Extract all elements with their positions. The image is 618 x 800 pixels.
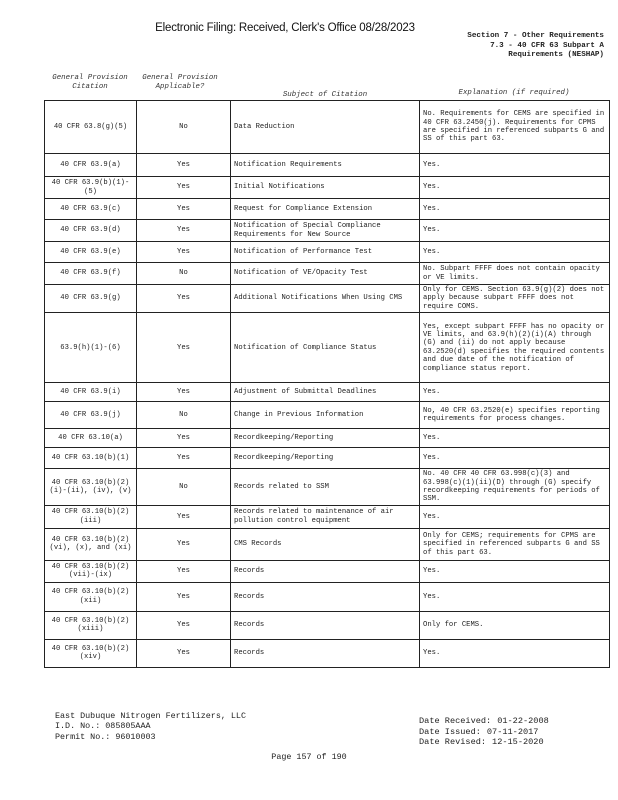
col-header-subject: Subject of Citation [282,91,368,99]
table-row [45,285,610,313]
cell-applicable: Yes [137,313,231,383]
cell-citation: 40 CFR 63.9(d) [45,220,137,242]
id-label: I.D. No.: [55,721,101,732]
col-header-citation: General Provision Citation [52,74,128,91]
filing-stamp: Electronic Filing: Received, Clerk's Office 08/28/2023 [155,22,415,34]
cell-explanation: Yes. [420,505,610,528]
table-row [45,582,610,611]
cell-citation: 63.9(h)(1)-(6) [45,313,137,383]
cell-subject: Notification of Special Compliance Requirements for New Source [231,220,420,242]
cell-citation: 40 CFR 63.9(a) [45,154,137,177]
column-headers [44,74,609,102]
cell-citation: 40 CFR 63.9(b)(1)-(5) [45,177,137,199]
cell-applicable: Yes [137,528,231,560]
date-issued-value: 07-11-2017 [486,726,539,737]
cell-applicable: Yes [137,199,231,220]
table-row [45,101,610,154]
cell-applicable: No [137,263,231,285]
table-row [45,220,610,242]
permit-label: Permit No.: [55,731,111,742]
cell-subject: Records related to maintenance of air pollution control equipment [231,505,420,528]
col-header-applicable: General Provision Applicable? [142,74,218,91]
cell-subject: Recordkeeping/Reporting [231,429,420,448]
cell-subject: Request for Compliance Extension [231,199,420,220]
table-row [45,639,610,667]
cell-applicable: Yes [137,448,231,469]
cell-citation: 40 CFR 63.10(b)(2)(xiv) [45,639,137,667]
cell-applicable: Yes [137,505,231,528]
cell-subject: Notification of Compliance Status [231,313,420,383]
cell-applicable: Yes [137,639,231,667]
cell-applicable: Yes [137,383,231,402]
table-row [45,448,610,469]
cell-explanation: No, 40 CFR 63.2520(e) specifies reporting requirements for process changes. [420,402,610,429]
table-row [45,611,610,639]
cell-applicable: Yes [137,611,231,639]
cell-applicable: Yes [137,582,231,611]
cell-applicable: Yes [137,560,231,582]
cell-applicable: Yes [137,242,231,263]
table-row [45,199,610,220]
cell-subject: Data Reduction [231,101,420,154]
footer-dates [419,716,549,748]
cell-explanation: Only for CEMS. Section 63.9(g)(2) does not apply because subpart FFFF does not require COMS. [420,285,610,313]
cell-explanation: Yes. [420,154,610,177]
date-received-value: 01-22-2008 [497,716,549,726]
cell-citation: 40 CFR 63.10(b)(1) [45,448,137,469]
cell-explanation: Yes. [420,383,610,402]
table-row [45,263,610,285]
footer-facility [55,711,246,742]
table-row [45,383,610,402]
cell-explanation: Yes. [420,448,610,469]
date-revised [419,737,549,748]
table-row [45,528,610,560]
citation-table-body [45,101,610,668]
cell-subject: Change in Previous Information [231,402,420,429]
cell-subject: Initial Notifications [231,177,420,199]
company-name: East Dubuque Nitrogen Fertilizers, LLC [55,711,246,721]
cell-subject: Records [231,639,420,667]
cell-explanation: Yes. [420,582,610,611]
col-header-explanation: Explanation (if required) [458,89,570,97]
table-row [45,402,610,429]
table-row [45,469,610,506]
cell-citation: 40 CFR 63.10(b)(2)(xii) [45,582,137,611]
cell-subject: Recordkeeping/Reporting [231,448,420,469]
cell-citation: 40 CFR 63.9(f) [45,263,137,285]
cell-citation: 40 CFR 63.10(a) [45,429,137,448]
id-number [55,721,246,731]
cell-applicable: Yes [137,177,231,199]
cell-subject: Records [231,582,420,611]
cell-citation: 40 CFR 63.9(g) [45,285,137,313]
table-row [45,505,610,528]
cell-applicable: No [137,469,231,506]
id-value: 085805AAA [105,721,151,732]
cell-subject: CMS Records [231,528,420,560]
cell-subject: Records related to SSM [231,469,420,506]
cell-explanation: Yes. [420,429,610,448]
cell-subject: Notification of VE/Opacity Test [231,263,420,285]
cell-citation: 40 CFR 63.10(b)(2)(iii) [45,505,137,528]
cell-explanation: Yes. [420,177,610,199]
table-row [45,154,610,177]
cell-subject: Notification Requirements [231,154,420,177]
cell-subject: Records [231,611,420,639]
cell-explanation: No. 40 CFR 40 CFR 63.998(c)(3) and 63.998(c)(1)(ii)(D) through (G) specify recordkeeping requirements for periods of SSM. [420,469,610,506]
cell-applicable: Yes [137,154,231,177]
cell-applicable: Yes [137,429,231,448]
section-heading [467,32,604,61]
cell-citation: 40 CFR 63.9(j) [45,402,137,429]
date-revised-value: 12-15-2020 [492,737,544,748]
date-received [419,716,549,727]
cell-explanation: Yes. [420,199,610,220]
cell-applicable: Yes [137,285,231,313]
cell-citation: 40 CFR 63.10(b)(2)(xiii) [45,611,137,639]
subsection-title: 7.3 - 40 CFR 63 Subpart A [490,41,604,50]
table-row [45,177,610,199]
cell-explanation: Yes. [420,242,610,263]
cell-subject: Adjustment of Submittal Deadlines [231,383,420,402]
cell-applicable: No [137,101,231,154]
cell-subject: Notification of Performance Test [231,242,420,263]
cell-applicable: Yes [137,220,231,242]
cell-citation: 40 CFR 63.10(b)(2)(i)-(ii), (iv), (v) [45,469,137,506]
page-number: Page 157 of 190 [271,752,347,762]
cell-explanation: Only for CEMS. [420,611,610,639]
cell-explanation: No. Requirements for CEMS are specified in 40 CFR 63.2450(j). Requirements for CPMS are specified in referenced subparts G and SS of this part 63. [420,101,610,154]
date-issued-label: Date Issued: [419,726,481,737]
permit-number [55,732,246,742]
section-title: Section 7 - Other Requirements [467,32,604,40]
cell-explanation: No. Subpart FFFF does not contain opacity or VE limits. [420,263,610,285]
permit-value: 96010003 [115,731,156,742]
cell-citation: 40 CFR 63.10(b)(2)(vii)-(ix) [45,560,137,582]
table-row [45,560,610,582]
cell-applicable: No [137,402,231,429]
table-row [45,313,610,383]
cell-subject: Additional Notifications When Using CMS [231,285,420,313]
cell-explanation: Yes. [420,560,610,582]
table-row [45,242,610,263]
cell-citation: 40 CFR 63.9(i) [45,383,137,402]
cell-subject: Records [231,560,420,582]
date-revised-label: Date Revised: [419,737,487,748]
cell-explanation: Yes, except subpart FFFF has no opacity or VE limits, and 63.9(h)(2)(i)(A) through (G) and (ii) do not apply because 63.2520(d) specifies the required contents and due date of the notification of compliance status report. [420,313,610,383]
cell-explanation: Yes. [420,220,610,242]
cell-citation: 40 CFR 63.9(e) [45,242,137,263]
cell-explanation: Yes. [420,639,610,667]
cell-citation: 40 CFR 63.8(g)(5) [45,101,137,154]
date-issued [419,727,549,738]
table-row [45,429,610,448]
cell-citation: 40 CFR 63.10(b)(2)(vi), (x), and (xi) [45,528,137,560]
cell-citation: 40 CFR 63.9(c) [45,199,137,220]
cell-explanation: Only for CEMS; requirements for CPMS are specified in referenced subparts G and SS of this part 63. [420,528,610,560]
citation-table [44,100,610,668]
date-received-label: Date Received: [419,716,492,726]
subsection-subtitle: Requirements (NESHAP) [508,51,604,59]
